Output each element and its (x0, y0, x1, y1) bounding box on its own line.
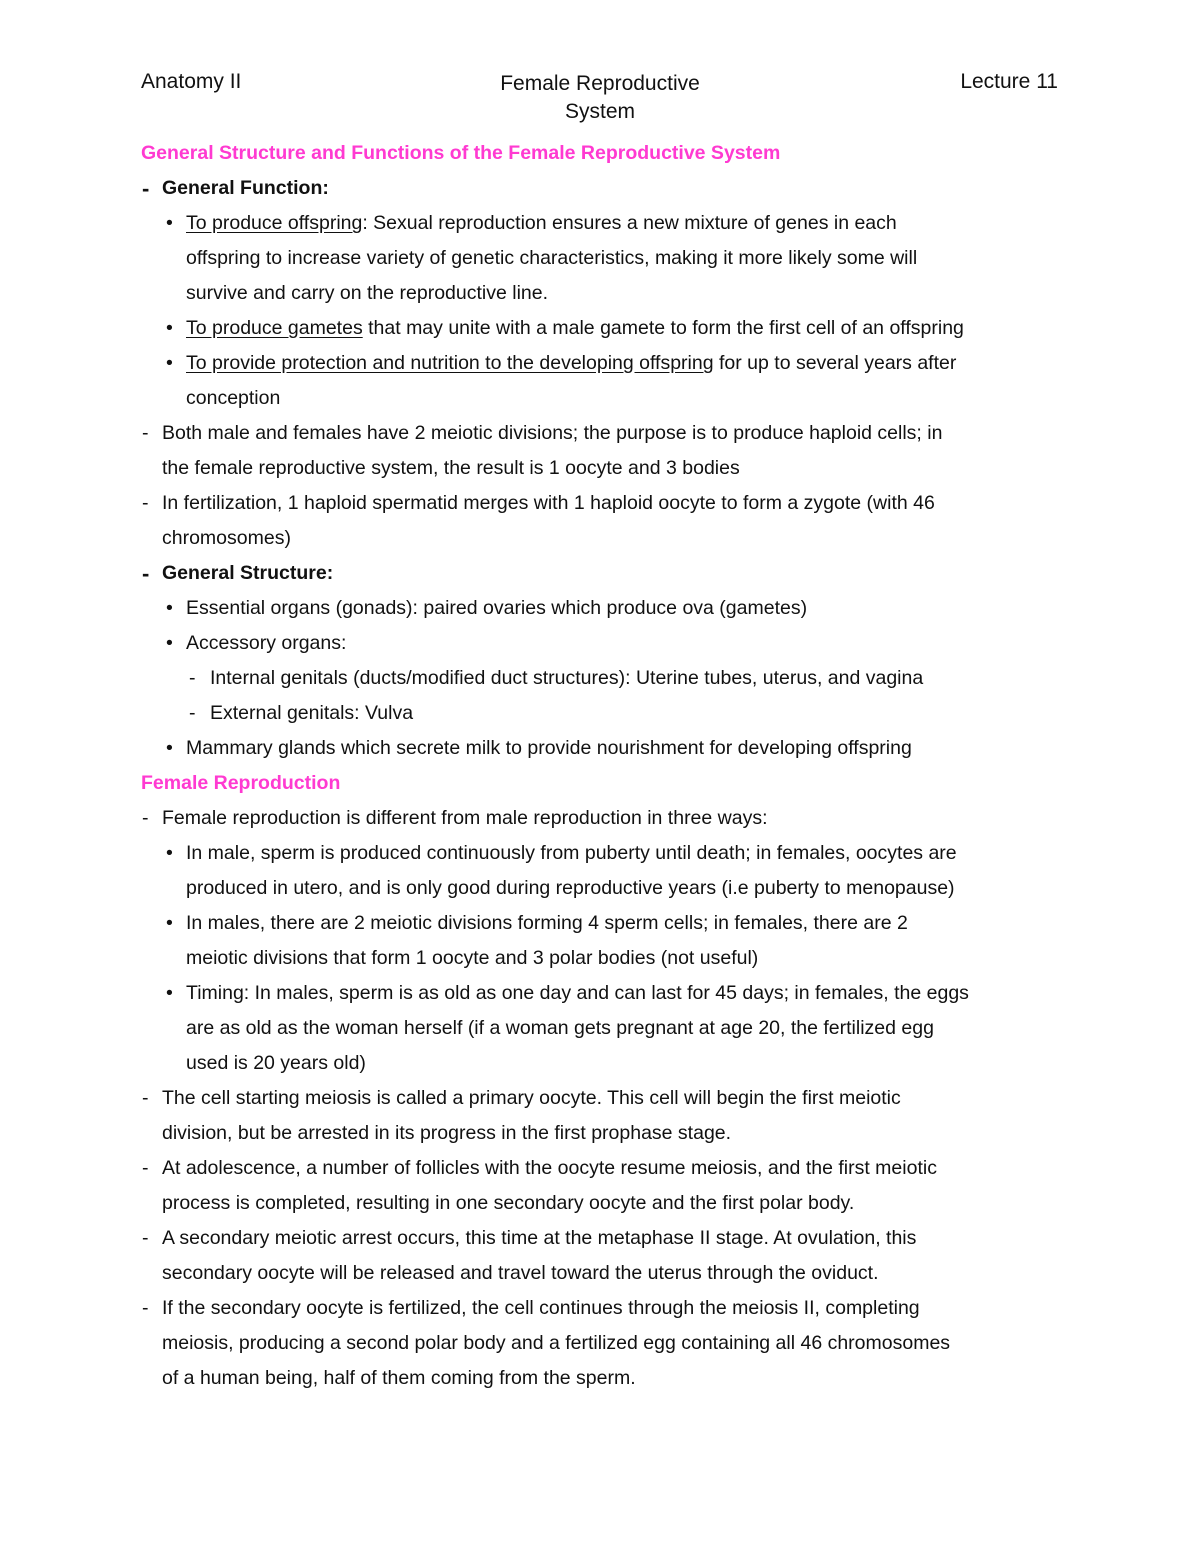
bullet-marker: • (166, 912, 173, 934)
dash-marker: - (142, 807, 149, 829)
item-continuation: meiotic divisions that form 1 oocyte and 3 polar bodies (not useful) (186, 947, 759, 969)
dash-marker: - (142, 492, 149, 514)
bullet-marker: • (166, 982, 173, 1004)
item-text: that may unite with a male gamete to form the first cell of an offspring (362, 317, 964, 339)
list-item (141, 661, 1066, 696)
general-structure-item (141, 556, 1066, 591)
dash-marker: - (142, 1087, 149, 1109)
bullet-marker: • (166, 842, 173, 864)
item-continuation: survive and carry on the reproductive line. (186, 282, 549, 304)
item-text: In males, there are 2 meiotic divisions forming 4 sperm cells; in females, there are 2 (186, 912, 908, 934)
section-heading-general-structure: General Structure and Functions of the Female Reproductive System (141, 142, 781, 164)
dash-marker: - (142, 422, 149, 444)
dash-marker: - (142, 176, 150, 201)
underlined-text: To produce offspring (186, 212, 363, 234)
title-line-2: System (564, 100, 635, 123)
item-text: Accessory organs: (186, 632, 347, 654)
list-item (141, 906, 1066, 941)
dash-marker: - (142, 1157, 149, 1179)
list-item (141, 416, 1066, 451)
section-heading-female-reproduction: Female Reproduction (141, 772, 341, 794)
list-item (141, 346, 1066, 381)
general-function-item (141, 171, 1066, 206)
item-continuation: division, but be arrested in its progress in the first prophase stage. (162, 1122, 732, 1144)
list-item (141, 626, 1066, 661)
bullet-marker: • (166, 317, 173, 339)
underlined-text: To produce gametes (186, 317, 363, 339)
list-item (141, 206, 1066, 241)
item-continuation: process is completed, resulting in one secondary oocyte and the first polar body. (162, 1192, 855, 1214)
list-item (141, 486, 1066, 521)
list-item (141, 731, 1066, 766)
item-text: Female reproduction is different from male reproduction in three ways: (162, 807, 768, 829)
document-body (141, 136, 1066, 1396)
item-text: Both male and females have 2 meiotic divisions; the purpose is to produce haploid cells; in (162, 422, 943, 444)
bullet-marker: • (166, 737, 173, 759)
general-function-label: General Function: (162, 177, 329, 199)
dash-marker: - (142, 1297, 149, 1319)
item-continuation: produced in utero, and is only good during reproductive years (i.e puberty to menopause) (186, 877, 955, 899)
dash-marker: - (189, 667, 196, 689)
item-text: Internal genitals (ducts/modified duct structures): Uterine tubes, uterus, and vagina (210, 667, 924, 689)
item-text: The cell starting meiosis is called a primary oocyte. This cell will begin the first meiotic (162, 1087, 901, 1109)
list-item (141, 976, 1066, 1011)
item-text: In fertilization, 1 haploid spermatid merges with 1 haploid oocyte to form a zygote (with 46 (162, 492, 935, 514)
item-text: At adolescence, a number of follicles with the oocyte resume meiosis, and the first meiotic (162, 1157, 937, 1179)
item-text: A secondary meiotic arrest occurs, this time at the metaphase II stage. At ovulation, this (162, 1227, 917, 1249)
item-text: External genitals: Vulva (210, 702, 414, 724)
item-continuation: used is 20 years old) (186, 1052, 366, 1074)
bullet-marker: • (166, 632, 173, 654)
item-text: Mammary glands which secrete milk to provide nourishment for developing offspring (186, 737, 912, 759)
item-continuation: chromosomes) (162, 527, 291, 549)
item-continuation: offspring to increase variety of genetic characteristics, making it more likely some will (186, 247, 918, 269)
dash-marker: - (189, 702, 196, 724)
bullet-marker: • (166, 352, 173, 374)
item-continuation: meiosis, producing a second polar body and a fertilized egg containing all 46 chromosomes (162, 1332, 951, 1354)
list-item (141, 836, 1066, 871)
item-text: Essential organs (gonads): paired ovaries which produce ova (gametes) (186, 597, 808, 619)
bullet-marker: • (166, 597, 173, 619)
item-text: for up to several years after (713, 352, 957, 374)
dash-marker: - (142, 1227, 149, 1249)
item-continuation: conception (186, 387, 281, 409)
item-continuation: are as old as the woman herself (if a woman gets pregnant at age 20, the fertilized egg (186, 1017, 934, 1039)
page-header (0, 70, 1200, 130)
underlined-text: To provide protection and nutrition to the developing offspring (186, 352, 714, 374)
item-text: Timing: In males, sperm is as old as one day and can last for 45 days; in females, the eggs (186, 982, 969, 1004)
document-title (450, 70, 750, 126)
list-item (141, 591, 1066, 626)
item-text: If the secondary oocyte is fertilized, the cell continues through the meiosis II, completing (162, 1297, 920, 1319)
list-item (141, 1221, 1066, 1256)
item-text: : Sexual reproduction ensures a new mixture of genes in each (362, 212, 897, 234)
list-item (141, 1081, 1066, 1116)
list-item (141, 696, 1066, 731)
title-line-1: Female Reproductive (500, 72, 700, 95)
list-item (141, 1151, 1066, 1186)
bullet-marker: • (166, 212, 173, 234)
list-item (141, 801, 1066, 836)
lecture-number: Lecture 11 (960, 70, 1058, 93)
item-continuation: secondary oocyte will be released and travel toward the uterus through the oviduct. (162, 1262, 879, 1284)
list-item (141, 311, 1066, 346)
general-structure-label: General Structure: (162, 562, 334, 584)
course-name: Anatomy II (141, 70, 242, 93)
list-item (141, 1291, 1066, 1326)
item-text: In male, sperm is produced continuously from puberty until death; in females, oocytes are (186, 842, 957, 864)
dash-marker: - (142, 561, 150, 586)
item-continuation: the female reproductive system, the result is 1 oocyte and 3 bodies (162, 457, 740, 479)
item-continuation: of a human being, half of them coming from the sperm. (162, 1367, 636, 1389)
